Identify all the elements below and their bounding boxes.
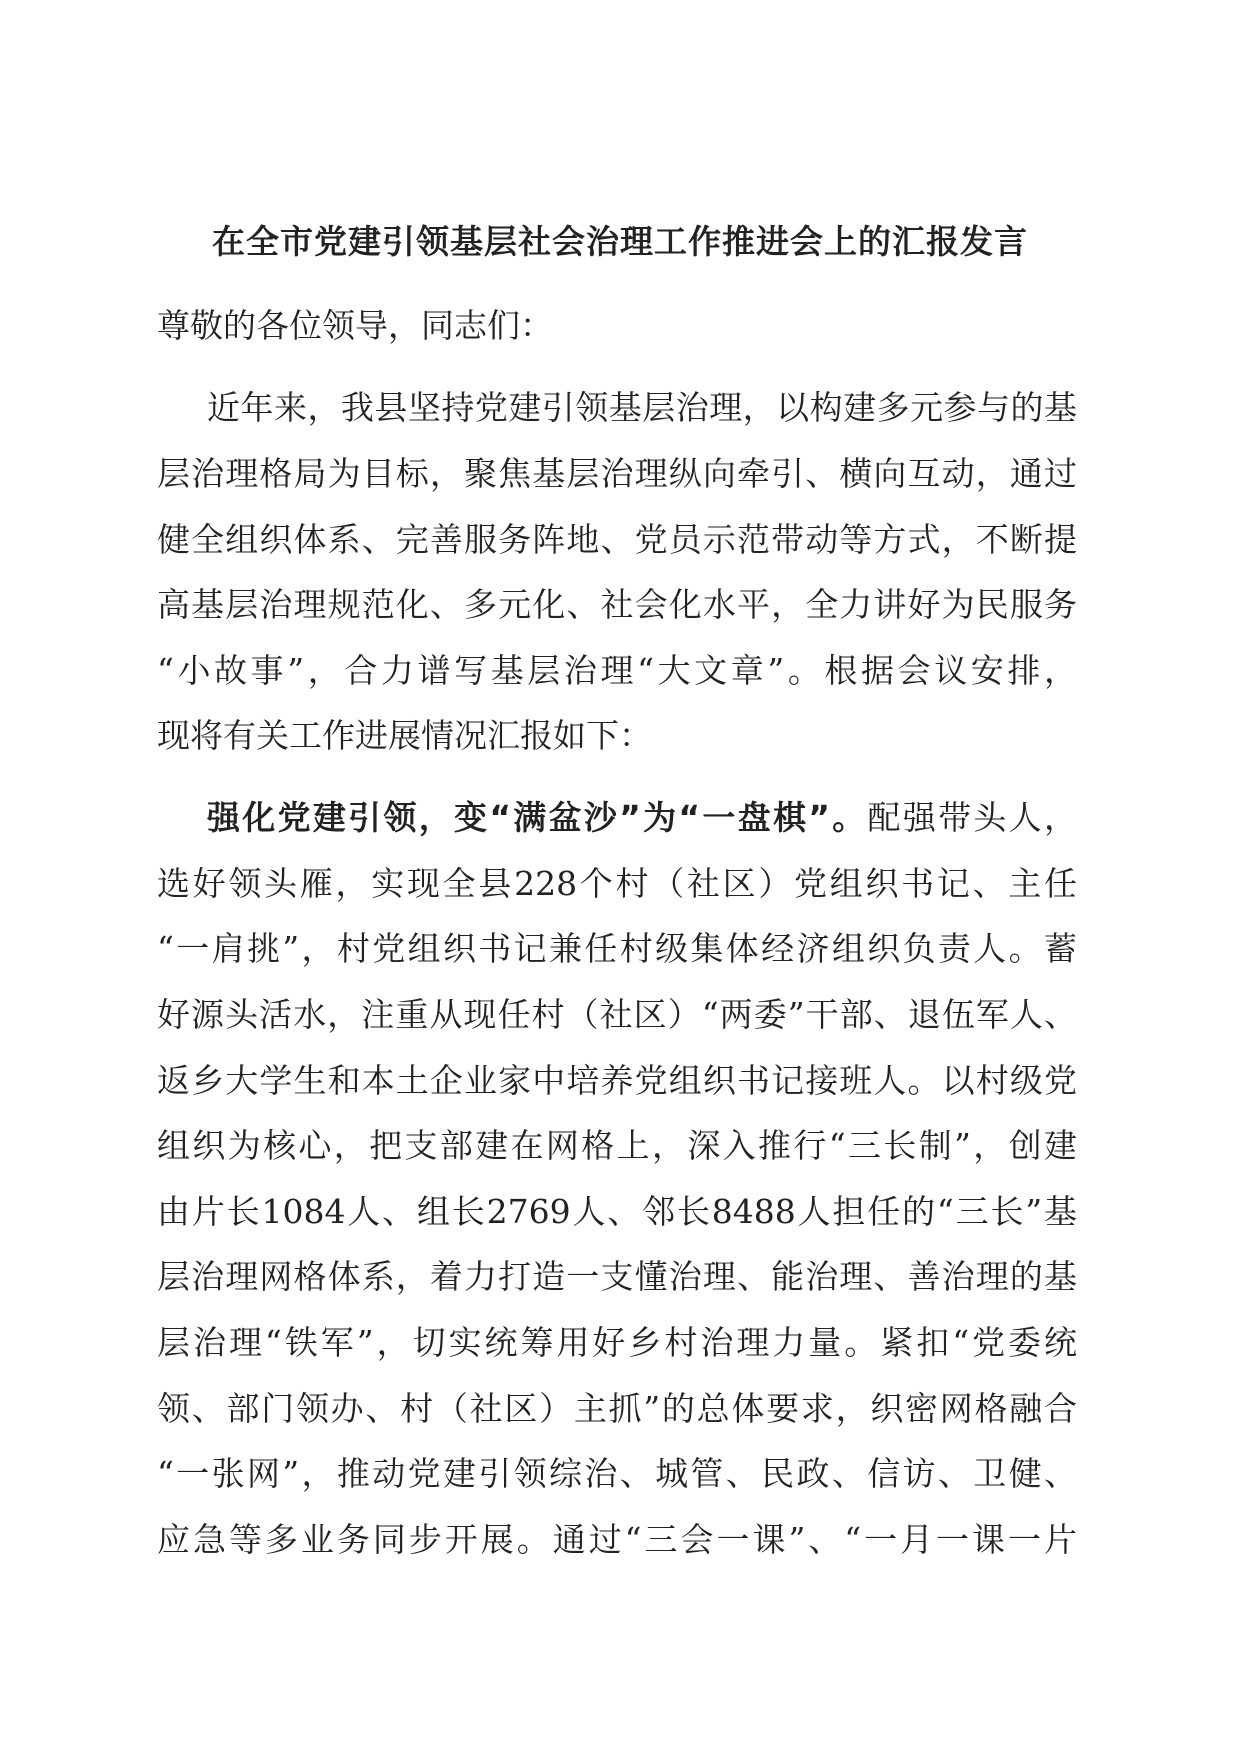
intro-line-2: 层治理格局为目标，聚焦基层治理纵向牵引、横向互动，通过: [157, 454, 1077, 493]
section1-heading: 强化党建引领，变“满盆沙”为“一盘棋”。: [207, 798, 868, 837]
intro-line-6: 现将有关工作进展情况汇报如下：: [157, 716, 652, 755]
section1-line-5: 返乡大学生和本土企业家中培养党组织书记接班人。以村级党: [157, 1061, 1077, 1100]
section1-line-8: 层治理网格体系，着力打造一支懂治理、能治理、善治理的基: [157, 1257, 1077, 1296]
intro-line-3: 健全组织体系、完善服务阵地、党员示范带动等方式，不断提: [157, 520, 1077, 559]
section1-line-7: 由片长1084人、组长2769人、邻长8488人担任的“三长”基: [157, 1192, 1077, 1231]
section1-line-9: 层治理“铁军”，切实统筹用好乡村治理力量。紧扣“党委统: [157, 1323, 1077, 1362]
section1-line-11: “一张网”，推动党建引领综治、城管、民政、信访、卫健、: [157, 1454, 1077, 1493]
section1-line-6: 组织为核心，把支部建在网格上，深入推行“三长制”，创建: [157, 1126, 1077, 1165]
section1-line-4: 好源头活水，注重从现任村（社区）“两委”干部、退伍军人、: [157, 995, 1077, 1034]
intro-line-1: 近年来，我县坚持党建引领基层治理，以构建多元参与的基: [207, 388, 1077, 427]
section1-first-line-rest: 配强带头人，: [867, 798, 1077, 837]
section1-line-12: 应急等多业务同步开展。通过“三会一课”、“一月一课一片: [157, 1520, 1077, 1559]
intro-line-4: 高基层治理规范化、多元化、社会化水平，全力讲好为民服务: [157, 585, 1077, 624]
section1-line-2: 选好领头雁，实现全县228个村（社区）党组织书记、主任: [157, 864, 1077, 903]
section1-first-line: [207, 798, 1077, 838]
section1-line-10: 领、部门领办、村（社区）主抓”的总体要求，织密网格融合: [157, 1389, 1077, 1428]
salutation: 尊敬的各位领导，同志们：: [157, 306, 553, 345]
intro-line-5: “小故事”，合力谱写基层治理“大文章”。根据会议安排，: [157, 651, 1077, 690]
section1-line-3: “一肩挑”，村党组织书记兼任村级集体经济组织负责人。蓄: [157, 929, 1077, 968]
document-title: 在全市党建引领基层社会治理工作推进会上的汇报发言: [212, 222, 1028, 261]
